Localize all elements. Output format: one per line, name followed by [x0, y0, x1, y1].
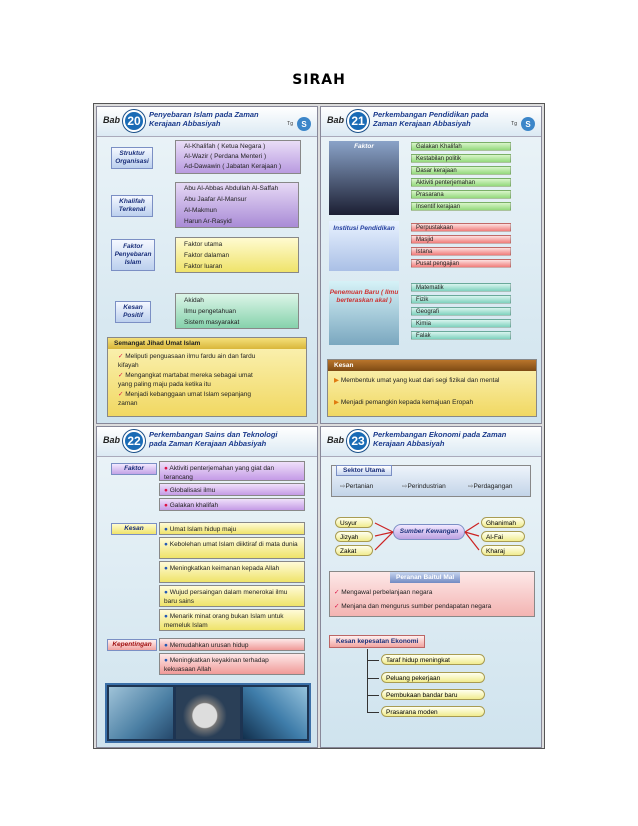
list-item: ⇨Perindustrian — [402, 483, 446, 490]
bullet-icon: ● — [164, 541, 170, 548]
group-khalifah — [175, 182, 299, 228]
photo-technology-image — [243, 687, 307, 739]
bullet-icon: ● — [164, 657, 170, 664]
arrow-right-icon: ▶ — [334, 399, 341, 406]
bullet-icon: ● — [164, 465, 170, 472]
tg-label: Tg — [511, 121, 517, 127]
panel-bab-23 — [320, 426, 542, 748]
check-icon: ✓ — [118, 353, 126, 360]
list-item: ✓ Menjadi kebanggaan umat Islam sepanjang zaman — [118, 391, 252, 407]
connector-line — [367, 649, 368, 713]
label-faktor: Faktor — [111, 463, 157, 475]
jihad-box — [107, 337, 307, 417]
list-item: ● Globalisasi ilmu — [159, 483, 305, 496]
list-item: Galakan Khalifah — [411, 142, 511, 151]
label-faktor-penyebaran: Faktor Penyebaran Islam — [111, 239, 155, 271]
list-item: ● Umat Islam hidup maju — [159, 522, 305, 535]
kesan-ekonomi-title: Kesan kepesatan Ekonomi — [329, 635, 425, 648]
list-item: ✓ Meliputi penguasaan ilmu fardu ain dan fardu kifayah — [118, 353, 256, 369]
list-item: Kimia — [411, 319, 511, 328]
panel-bab-22 — [96, 426, 318, 748]
bullet-icon: ● — [164, 502, 170, 509]
list-item: Al-Khalifah ( Ketua Negara ) — [184, 143, 266, 150]
check-icon: ✓ — [118, 372, 126, 379]
list-item: Falak — [411, 331, 511, 340]
panel-title: Perkembangan Ekonomi pada Zaman Kerajaan Abbasiyah — [373, 430, 507, 448]
list-item: Harun Ar-Rasyid — [184, 218, 232, 225]
bab-number: 23 — [347, 430, 369, 452]
list-item: Al-Makmun — [184, 207, 217, 214]
arrow-right-icon: ⇨ — [402, 483, 408, 490]
bab-label: Bab — [327, 435, 345, 445]
list-item: Fizik — [411, 295, 511, 304]
label-kesan-positif: Kesan Positif — [115, 301, 151, 323]
sumber-right-item: Kharaj — [481, 545, 525, 556]
panel-header — [321, 427, 541, 457]
list-item: Pusat pengajian — [411, 259, 511, 268]
label-penemuan-baru: Penemuan Baru ( Ilmu berteraskan akal ) — [329, 281, 399, 345]
connector-line — [367, 678, 379, 679]
list-item: ⇨Perdagangan — [468, 483, 513, 490]
photo-strip — [105, 683, 311, 743]
list-item: ✓ Mengawal perbelanjaan negara — [334, 589, 433, 596]
bab-number: 21 — [347, 110, 369, 132]
sumber-right-item: Ghanimah — [481, 517, 525, 528]
list-item: Istana — [411, 247, 511, 256]
bab-label: Bab — [103, 115, 121, 125]
label-khalifah-terkenal: Khalifah Terkenal — [111, 195, 153, 217]
label-institusi-pendidikan: Institusi Pendidikan — [329, 221, 399, 271]
s-badge-icon: S — [521, 117, 535, 131]
panel-title: Penyebaran Islam pada Zaman Kerajaan Abbasiyah — [149, 110, 259, 128]
list-item: ● Wujud persaingan dalam menerokai ilmu baru sains — [159, 585, 305, 607]
sektor-title: Sektor Utama — [336, 465, 392, 476]
tg-label: Tg — [287, 121, 293, 127]
sumber-kewangan-label: Sumber Kewangan — [393, 524, 465, 540]
bullet-icon: ● — [164, 642, 170, 649]
check-icon: ✓ — [334, 589, 342, 596]
list-item: Faktor dalaman — [184, 252, 230, 259]
sumber-arrows-icon — [373, 517, 481, 557]
list-item: Perpustakaan — [411, 223, 511, 232]
panel-bab-20 — [96, 106, 318, 424]
jihad-title: Semangat Jihad Umat Islam — [108, 338, 306, 349]
group-kesan — [175, 293, 299, 329]
bab-label: Bab — [327, 115, 345, 125]
list-item: ✓ Menjana dan mengurus sumber pendapatan negara — [334, 603, 492, 610]
kesan-box — [327, 359, 537, 417]
kesan-title: Kesan — [328, 360, 536, 371]
arrow-right-icon: ⇨ — [468, 483, 474, 490]
bullet-icon: ● — [164, 565, 170, 572]
sektor-box — [331, 465, 531, 497]
arrow-right-icon: ▶ — [334, 377, 341, 384]
sumber-left-item: Jizyah — [335, 531, 373, 542]
sumber-left-item: Usyur — [335, 517, 373, 528]
s-badge-icon: S — [297, 117, 311, 131]
list-item: Ilmu pengetahuan — [184, 308, 237, 315]
list-item: ● Meningkatkan keyakinan terhadap kekuasaan Allah — [159, 653, 305, 675]
list-item: ● Memudahkan urusan hidup — [159, 638, 305, 651]
list-item: Pembukaan bandar baru — [381, 689, 485, 700]
list-item: ● Menarik minat orang bukan Islam untuk memeluk Islam — [159, 609, 305, 631]
list-item: ⇨Pertanian — [340, 483, 374, 490]
list-item: Prasarana moden — [381, 706, 485, 717]
list-item: Akidah — [184, 297, 204, 304]
list-item: Abu Jaafar Al-Mansur — [184, 196, 247, 203]
photo-lab-image — [109, 687, 173, 739]
connector-line — [367, 695, 379, 696]
list-item: Matematik — [411, 283, 511, 292]
panel-header — [97, 107, 317, 137]
panel-header — [321, 107, 541, 137]
bab-number: 22 — [123, 430, 145, 452]
connector-line — [367, 660, 379, 661]
group-faktor — [175, 237, 299, 273]
list-item: Peluang pekerjaan — [381, 672, 485, 683]
list-item: Prasarana — [411, 190, 511, 199]
label-kepentingan: Kepentingan — [107, 639, 157, 651]
sumber-left-item: Zakat — [335, 545, 373, 556]
list-item: Abu Al-Abbas Abdullah Al-Saffah — [184, 185, 279, 192]
list-item: Geografi — [411, 307, 511, 316]
list-item: Kestabilan politik — [411, 154, 511, 163]
baitul-mal-title: Peranan Baitul Mal — [390, 572, 460, 583]
list-item: Sistem masyarakat — [184, 319, 240, 326]
bullet-icon: ● — [164, 589, 170, 596]
list-item: ✓ Mengangkat martabat mereka sebagai umat yang paling maju pada ketika itu — [118, 372, 253, 388]
check-icon: ✓ — [118, 391, 126, 398]
photo-satellite-dish-image — [176, 687, 240, 739]
bab-number: 20 — [123, 110, 145, 132]
list-item: ● Galakan khalifah — [159, 498, 305, 511]
list-item: Masjid — [411, 235, 511, 244]
list-item: Taraf hidup meningkat — [381, 654, 485, 665]
list-item: Al-Wazir ( Perdana Menteri ) — [184, 153, 267, 160]
panel-title: Perkembangan Sains dan Teknologi pada Zaman Kerajaan Abbasiyah — [149, 430, 278, 448]
sumber-right-item: Al-Fai — [481, 531, 525, 542]
list-item: ▶ Membentuk umat yang kuat dari segi fizikal dan mental — [334, 377, 500, 384]
list-item: Insentif kerajaan — [411, 202, 511, 211]
panel-bab-21 — [320, 106, 542, 424]
label-kesan: Kesan — [111, 523, 157, 535]
bab-label: Bab — [103, 435, 121, 445]
bullet-icon: ● — [164, 487, 170, 494]
list-item: ▶ Menjadi pemangkin kepada kemajuan Eropah — [334, 399, 474, 406]
list-item: Aktiviti penterjemahan — [411, 178, 511, 187]
panel-header — [97, 427, 317, 457]
arrow-right-icon: ⇨ — [340, 483, 346, 490]
list-item: ● Kebolehan umat Islam diiktiraf di mata dunia — [159, 537, 305, 559]
list-item: Ad-Dawawin ( Jabatan Kerajaan ) — [184, 163, 282, 170]
list-item: ● Meningkatkan keimanan kepada Allah — [159, 561, 305, 583]
list-item: ● Aktiviti penterjemahan yang giat dan terancang — [159, 461, 305, 481]
list-item: Faktor utama — [184, 241, 223, 248]
list-item: Dasar kerajaan — [411, 166, 511, 175]
label-faktor: Faktor — [329, 141, 399, 215]
sirah-chart-sheet — [93, 103, 545, 749]
page-title: SIRAH — [292, 72, 346, 88]
panel-title: Perkembangan Pendidikan pada Zaman Kerajaan Abbasiyah — [373, 110, 489, 128]
label-struktur-organisasi: Struktur Organisasi — [111, 147, 153, 169]
connector-line — [367, 712, 379, 713]
list-item: Faktor luaran — [184, 263, 223, 270]
group-struktur — [175, 140, 301, 174]
baitul-mal-box — [329, 571, 535, 617]
bullet-icon: ● — [164, 526, 170, 533]
check-icon: ✓ — [334, 603, 342, 610]
bullet-icon: ● — [164, 613, 170, 620]
